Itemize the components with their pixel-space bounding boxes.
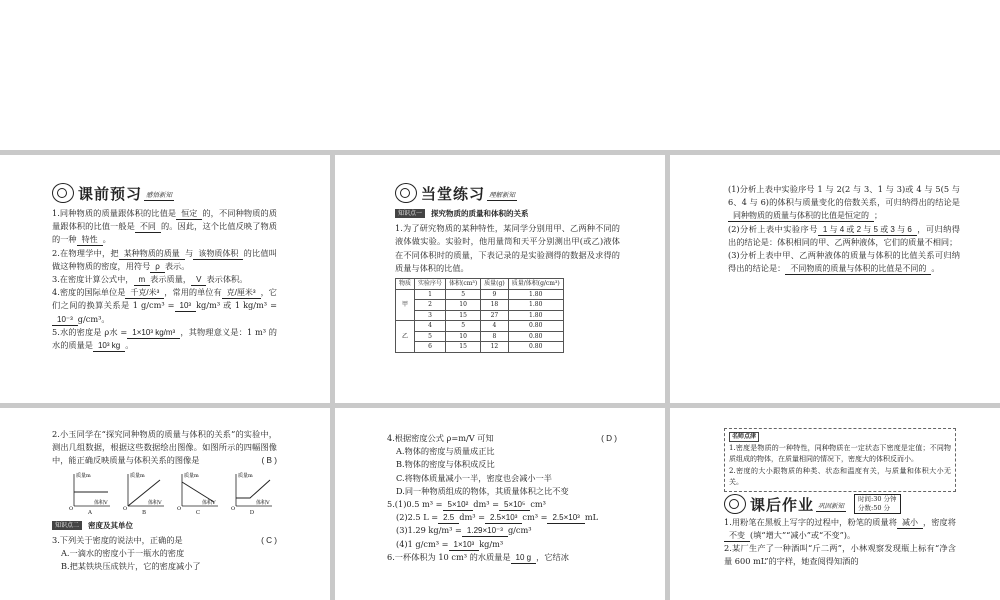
graph-letter: A <box>88 509 92 516</box>
question-5-4 <box>387 538 617 551</box>
answer: 不同 <box>135 221 161 233</box>
text: ，常用的单位有 <box>164 287 222 298</box>
answer: V <box>191 274 206 286</box>
question-6 <box>387 551 617 564</box>
tip-1: 1.密度是物质的一种特性，同种物质在一定状态下密度是定值；不同物质组成的物体，在质量相同的情况下，密度大的体积反而小。 <box>729 443 951 463</box>
question-3 <box>52 273 277 286</box>
table-cell: 15 <box>446 342 481 353</box>
table-row <box>396 342 564 353</box>
graph-options <box>68 470 277 517</box>
y-axis-label: 质量m <box>76 472 91 479</box>
option-b: B.物体的密度与体积成反比 <box>396 459 495 470</box>
text: mL <box>584 512 599 523</box>
table-cell: 3 <box>415 310 446 321</box>
answer: 5×10² <box>443 499 474 511</box>
text: 表示。 <box>164 260 190 271</box>
table-cell: 甲 <box>396 289 415 321</box>
section-subtitle: 巩固新知 <box>818 501 845 510</box>
table-header-row <box>396 279 564 290</box>
origin-label: O <box>123 505 128 510</box>
page-class-practice <box>335 155 665 403</box>
table-cell: 1 <box>415 289 446 300</box>
question-2 <box>52 247 277 273</box>
answer: 1 与 4 或 2 与 5 或 3 与 6 <box>818 224 917 236</box>
answer: 恒定 <box>176 208 202 220</box>
time-score-box <box>854 494 901 514</box>
answer: m <box>134 274 151 286</box>
sub-question-1 <box>728 183 960 223</box>
text: 与 <box>184 247 194 258</box>
table-cell: 12 <box>481 342 509 353</box>
table-cell: 15 <box>446 310 481 321</box>
table-cell: 9 <box>481 289 509 300</box>
text: ，密度将 <box>922 516 956 527</box>
answer: 10³ kg <box>93 340 125 352</box>
table-row <box>396 321 564 332</box>
table-cell: 10 <box>446 331 481 342</box>
table-header: 质量/体积(g/cm³) <box>508 279 563 290</box>
table-cell: 5 <box>446 289 481 300</box>
graph-letter: D <box>249 509 255 516</box>
x-axis-label: 体积V <box>148 499 162 506</box>
graph-a <box>68 470 112 517</box>
text: 表示质量， <box>150 274 192 285</box>
page-density-formula <box>335 408 665 600</box>
text: 1.同种物质的质量跟体积的比值是 <box>52 208 177 218</box>
graph-c <box>176 470 220 517</box>
text: ，它结冰 <box>536 551 569 562</box>
topic-title: 探究物质的质量和体积的关系 <box>431 209 529 218</box>
topic-tag: 知识点一 <box>395 209 425 218</box>
question-5-2 <box>387 511 617 524</box>
text: 的。因此，这个比值反映了物质的一种 <box>52 221 277 245</box>
question-1 <box>724 516 956 542</box>
text: cm³ = <box>522 512 548 523</box>
text: (3)1.29 kg/m³ = <box>396 525 462 536</box>
table-cell: 5 <box>446 321 481 332</box>
table-header: 体积(cm³) <box>446 279 481 290</box>
text: g/cm³。 <box>77 313 110 324</box>
option-b: B.把某铁块压成铁片，它的密度减小了 <box>61 561 201 572</box>
answer: 10⁻³ <box>52 314 78 326</box>
text: ，其物理意义是：1 m³ 的水的质量是 <box>52 326 277 351</box>
y-axis-label: 质量m <box>238 472 253 479</box>
answer: 2.5 <box>438 512 459 524</box>
text: (3)分析上表中甲、乙两种液体的质量与体积的比值关系可归纳得出的结论是： <box>728 250 960 274</box>
table-cell: 1.80 <box>508 310 563 321</box>
table-row <box>396 331 564 342</box>
answer: 1×10³ kg/m³ <box>127 327 180 339</box>
sub-question-3 <box>728 249 960 275</box>
x-axis-label: 体积V <box>202 499 216 506</box>
topic-title: 密度及其单位 <box>88 520 134 530</box>
sub-question-2 <box>728 223 960 249</box>
text: ； <box>874 210 883 221</box>
question-3 <box>52 534 277 547</box>
graph-letter: C <box>195 509 201 516</box>
table-cell: 0.80 <box>508 331 563 342</box>
text: 2.小玉同学在“探究同种物质的质量与体积的关系”的实验中，测出几组数据，根据这些数据绘出图像。如图所示的四幅图像中，能正确反映质量与体积关系的图像是 <box>52 429 277 466</box>
answer: 千克/米³ <box>125 287 164 299</box>
answer: 2.5×10³ <box>547 512 584 524</box>
table-header: 实验序号 <box>415 279 446 290</box>
text: ，它们之间的换算关系是 1 g/cm³ = <box>52 287 277 311</box>
graph-d <box>230 470 274 517</box>
table-header: 质量(g) <box>481 279 509 290</box>
topic-heading <box>52 519 277 532</box>
text: 表示体积。 <box>206 274 248 285</box>
section-subtitle: 理解新知 <box>489 191 516 199</box>
table-cell: 0.80 <box>508 321 563 332</box>
tip-2: 2.密度的大小跟物质的种类、状态和温度有关，与质量和体积大小无关。 <box>729 466 951 486</box>
option-a: A.物体的密度与质量成正比 <box>396 446 495 457</box>
answer: 1.29×10⁻³ <box>462 525 508 537</box>
text: 。 <box>931 263 940 274</box>
pen-icon <box>395 183 417 203</box>
section-title: 当堂练习 <box>421 185 486 203</box>
tip-label: 名师点津 <box>729 432 759 442</box>
answer: 1×10³ <box>449 539 480 551</box>
table-cell: 8 <box>481 331 509 342</box>
book-icon <box>52 183 74 203</box>
text: 6.一杯体积为 10 cm³ 的水质量是 <box>387 551 511 562</box>
text: 5.(1)0.5 m³ = <box>387 499 443 510</box>
question-1 <box>52 207 277 247</box>
y-axis-label: 质量m <box>184 472 199 479</box>
top-blank-area <box>0 0 1000 150</box>
book-icon <box>724 494 746 514</box>
answer: ρ <box>150 261 165 273</box>
graph-b <box>122 470 166 517</box>
text: 2.在物理学中，把 <box>52 247 119 258</box>
table-cell: 4 <box>481 321 509 332</box>
answer-choice: ( C ) <box>261 535 277 545</box>
question-4 <box>387 432 617 445</box>
page-homework <box>670 408 1000 600</box>
origin-label: O <box>177 505 182 510</box>
text: 。 <box>125 340 134 351</box>
option-d: D.同一种物质组成的物体，其质量体积之比不变 <box>396 485 569 496</box>
page-graph-question <box>0 408 330 600</box>
y-axis-label: 质量m <box>130 472 145 479</box>
text: cm³ <box>530 499 546 510</box>
answer: 5×10⁵ <box>499 499 530 511</box>
text: ，可归纳得出的结论是：体积相同的甲、乙两种液体，它们的质量不相同； <box>728 223 960 247</box>
text: (1)分析上表中实验序号 1 与 2(2 与 3、1 与 3)或 4 与 5(5 与 6、4 与 6)的体积与质量变化的倍数关系，可归纳得出的结论是 <box>728 184 960 208</box>
answer: 特性 <box>77 234 103 246</box>
answer: 不同物质的质量与体积的比值是不同的 <box>785 263 931 275</box>
text: dm³ = <box>459 512 485 523</box>
text: kg/m³ 或 1 kg/m³ = <box>196 300 277 311</box>
table-cell: 乙 <box>396 321 415 353</box>
text: 的比值叫做这种物质的密度，用符号 <box>52 247 277 271</box>
text: 5.水的密度是 ρ水 = <box>52 326 128 337</box>
table-cell: 10 <box>446 300 481 311</box>
page-pre-study <box>0 155 330 403</box>
x-axis-label: 体积V <box>256 499 270 506</box>
origin-label: O <box>69 505 74 510</box>
text: g/cm³ <box>507 525 532 536</box>
answer-choice: ( B ) <box>261 456 277 466</box>
text: (2)分析上表中实验序号 <box>728 223 818 234</box>
answer-choice: ( D ) <box>601 434 617 443</box>
score-total: 分数:50 分 <box>858 503 891 512</box>
table-row <box>396 289 564 300</box>
answer: 该物质体积 <box>193 248 243 260</box>
graph-letter: B <box>141 509 147 516</box>
section-header <box>724 492 956 514</box>
origin-label: O <box>231 505 236 510</box>
text: 。 <box>102 234 111 245</box>
table-header: 物质 <box>396 279 415 290</box>
option-c: C.将物体质量减小一半，密度也会减小一半 <box>396 472 552 483</box>
table-cell: 6 <box>415 342 446 353</box>
section-header <box>52 177 277 203</box>
table-cell: 1.80 <box>508 289 563 300</box>
text: 1.用粉笔在黑板上写字的过程中，粉笔的质量将 <box>724 516 897 527</box>
topic-tag: 知识点二 <box>52 521 82 530</box>
table-row <box>396 300 564 311</box>
question-2 <box>52 428 277 468</box>
question-5 <box>52 326 277 352</box>
table-cell: 5 <box>415 331 446 342</box>
answer: 2.5×10³ <box>485 512 522 524</box>
text: 的，不同种物质的质量跟体积的比值一般是 <box>52 208 277 232</box>
answer: 10 g <box>511 552 537 564</box>
question-intro: 1.为了研究物质的某种特性，某同学分别用甲、乙两种不同的液体做实验。实验时，他用量筒和天平分别测出甲(或乙)液体在不同体积时的质量，下表记录的是实验测得的数据及求得的质量与体积的比值。 <box>395 223 620 273</box>
x-axis-label: 体积V <box>94 499 108 506</box>
text: 4.根据密度公式 ρ=m/V 可知 <box>387 433 494 443</box>
table-cell: 1.80 <box>508 300 563 311</box>
answer: 10³ <box>175 300 197 312</box>
table-cell: 0.80 <box>508 342 563 353</box>
text: 4.密度的国际单位是 <box>52 287 126 298</box>
section-title: 课后作业 <box>750 495 815 514</box>
text: dm³ = <box>473 499 499 510</box>
table-cell: 18 <box>481 300 509 311</box>
section-title: 课前预习 <box>78 185 143 203</box>
data-table <box>395 278 564 353</box>
table-cell: 4 <box>415 321 446 332</box>
text: 3.下列关于密度的说法中，正确的是 <box>52 534 183 545</box>
answer: 同种物质的质量与体积的比值是恒定的 <box>728 210 874 222</box>
option-a: A.一滴水的密度小于一瓶水的密度 <box>61 548 185 559</box>
answer: 某种物质的质量 <box>119 248 185 260</box>
question-5-3 <box>387 524 617 537</box>
time-limit: 时间:30 分钟 <box>858 494 897 503</box>
table-row <box>396 310 564 321</box>
teacher-tip-box <box>724 428 956 492</box>
question-4 <box>52 286 277 326</box>
section-subtitle: 感悟新知 <box>146 191 173 199</box>
text: (2)2.5 L = <box>396 512 439 523</box>
section-header <box>395 177 620 203</box>
question-2: 2.某厂生产了一种酒叫“斤二两”，小林观察发现瓶上标有“净含量 600 mL”的字样，她查阅得知酒的 <box>724 542 956 567</box>
table-cell: 27 <box>481 310 509 321</box>
answer: 克/厘米³ <box>222 287 261 299</box>
answer: 不变 <box>724 530 750 542</box>
question-5-1 <box>387 498 617 511</box>
text: kg/m³ <box>479 538 504 549</box>
table-cell: 2 <box>415 300 446 311</box>
page-analysis <box>670 155 1000 403</box>
answer: 减小 <box>897 517 923 529</box>
text: 3.在密度计算公式中， <box>52 274 134 285</box>
text: (填“增大”“减小”或“不变”)。 <box>750 529 856 540</box>
topic-heading <box>395 207 620 220</box>
text: (4)1 g/cm³ = <box>396 538 449 549</box>
